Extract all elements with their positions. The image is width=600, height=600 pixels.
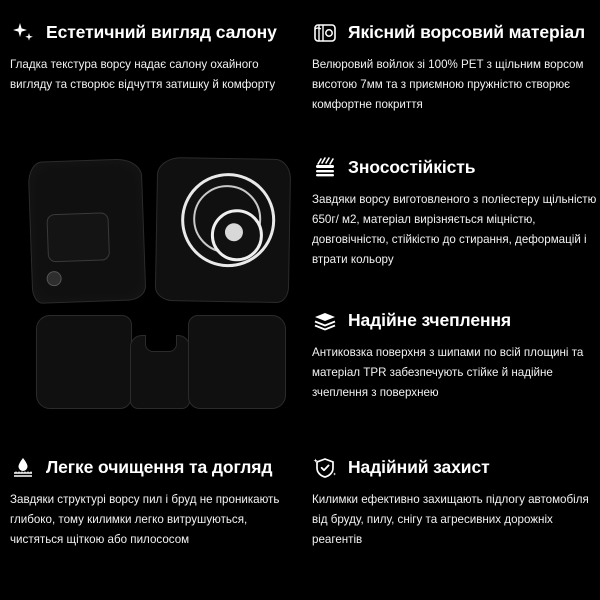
feature-title: Легке очищення та догляд — [46, 457, 273, 478]
feature-text: Завдяки структурі ворсу пил і бруд не проникають глибоко, тому килимки легко витрушуються, чистяться щіткою або пилососом — [10, 493, 280, 546]
feature-header — [312, 20, 598, 46]
feature-header — [312, 455, 598, 481]
rear-center-mat — [130, 335, 190, 409]
feature-header — [10, 455, 302, 481]
feature-protection — [312, 455, 598, 550]
car-floor-mats-illustration — [8, 150, 304, 440]
feature-title: Надійний захист — [348, 457, 490, 478]
feature-material — [312, 20, 598, 115]
feature-header — [312, 155, 598, 181]
rear-center-mat-notch — [145, 335, 177, 352]
feature-text: Завдяки ворсу виготовленого з поліестеру щільністю 650г/ м2, матеріал вирізняється міцністю, довговічністю, стійкістю до стирання, деформацій і втрати кольору — [312, 193, 597, 266]
feature-title: Зносостійкість — [348, 157, 476, 178]
feature-text: Килимки ефективно захищають підлогу автомобіля від бруду, пилу, снігу та агресивних дорожніх реагентів — [312, 493, 589, 546]
feature-aesthetic — [10, 20, 300, 95]
feature-title: Якісний ворсовий матеріал — [348, 22, 585, 43]
rear-right-mat — [188, 315, 286, 409]
shield-check-icon — [312, 455, 338, 481]
driver-mat — [28, 158, 147, 304]
driver-mat-heel-pad — [46, 212, 110, 262]
feature-header — [312, 308, 598, 334]
layers-wear-icon — [312, 155, 338, 181]
feature-title: Надійне зчеплення — [348, 310, 512, 331]
feature-text: Гладка текстура ворсу надає салону охайного вигляду та створює відчуття затишку й комфорту — [10, 58, 276, 91]
feature-cleaning — [10, 455, 302, 550]
feature-title: Естетичний вигляд салону — [46, 22, 277, 43]
passenger-mat — [155, 157, 291, 303]
feature-grip — [312, 308, 598, 403]
feature-text: Велюровий войлок зі 100% PET з щільним ворсом висотою 7мм та з приємною пружністю створює комфортне покриття — [312, 58, 584, 111]
feature-text: Антиковзка поверхня з шипами по всій площині та матеріал TPR забезпечують стійке й надійне зчеплення з поверхнею — [312, 346, 584, 399]
feature-header — [10, 20, 300, 46]
stacked-layers-icon — [312, 308, 338, 334]
driver-mat-fixing-clip — [46, 271, 62, 287]
feature-durability — [312, 155, 598, 270]
rear-left-mat — [36, 315, 132, 409]
sparkle-icon — [10, 20, 36, 46]
water-drop-brush-icon — [10, 455, 36, 481]
fabric-roll-icon — [312, 20, 338, 46]
